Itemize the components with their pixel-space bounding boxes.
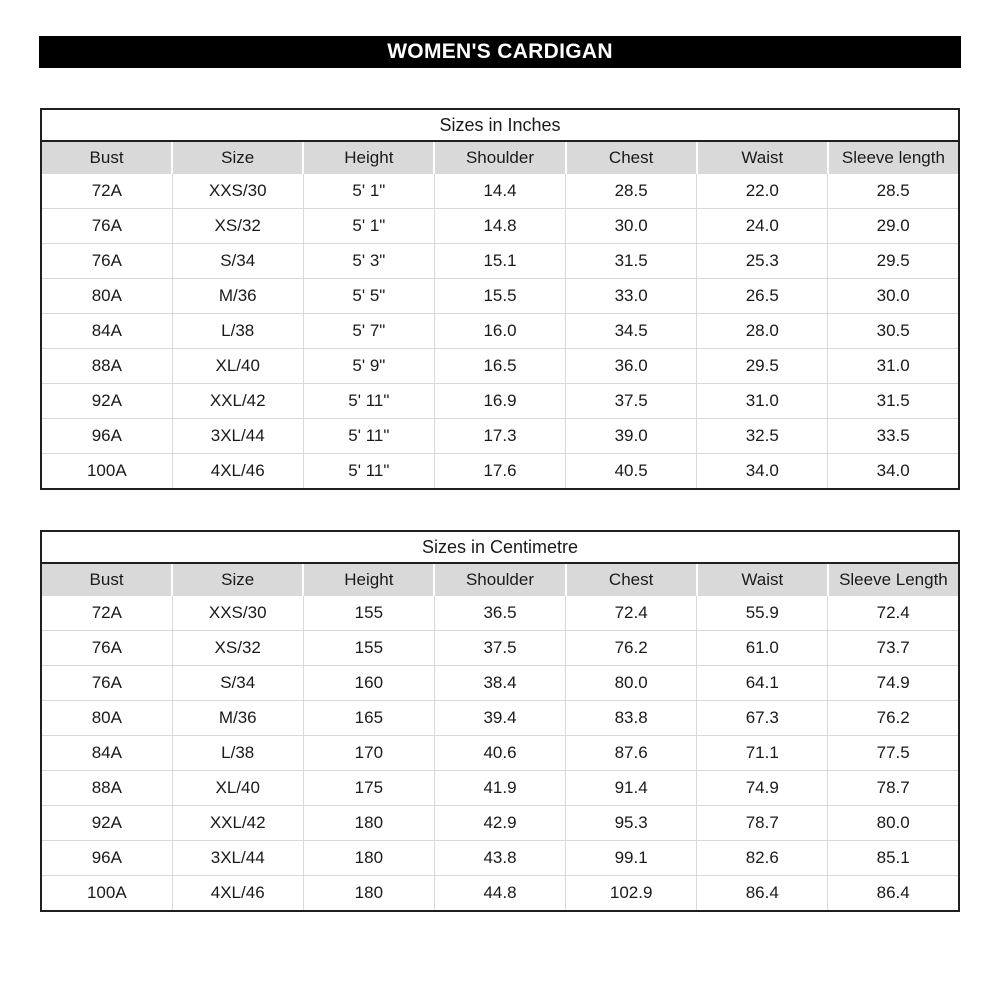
cell: 155	[303, 596, 434, 631]
table-row	[41, 419, 959, 454]
cell: 76.2	[566, 631, 697, 666]
cell: L/38	[172, 736, 303, 771]
cell: 36.0	[566, 349, 697, 384]
cell: XS/32	[172, 631, 303, 666]
cell: 34.0	[828, 454, 959, 490]
cell: 34.0	[697, 454, 828, 490]
cell: 64.1	[697, 666, 828, 701]
cell: 16.9	[434, 384, 565, 419]
cell: 31.5	[828, 384, 959, 419]
cell: 80.0	[566, 666, 697, 701]
cell: 41.9	[434, 771, 565, 806]
cell: XXL/42	[172, 384, 303, 419]
cell: 28.5	[828, 174, 959, 209]
cell: 16.0	[434, 314, 565, 349]
cell: 33.5	[828, 419, 959, 454]
page-title: WOMEN'S CARDIGAN	[387, 40, 613, 63]
cell: 74.9	[697, 771, 828, 806]
cell: 72A	[41, 174, 172, 209]
cell: 77.5	[828, 736, 959, 771]
cell: 31.0	[697, 384, 828, 419]
cell: XXS/30	[172, 174, 303, 209]
cell: 17.3	[434, 419, 565, 454]
cell: S/34	[172, 244, 303, 279]
cell: 43.8	[434, 841, 565, 876]
table-header-row	[41, 141, 959, 174]
cell: 42.9	[434, 806, 565, 841]
cell: 40.5	[566, 454, 697, 490]
cell: 22.0	[697, 174, 828, 209]
centimetre-size-table	[40, 530, 960, 912]
centimetre-size-table-body	[41, 531, 959, 911]
cell: 72.4	[828, 596, 959, 631]
cell: 3XL/44	[172, 419, 303, 454]
cell: 5' 11"	[303, 384, 434, 419]
table-row	[41, 596, 959, 631]
cell: 88A	[41, 771, 172, 806]
cell: 30.5	[828, 314, 959, 349]
cell: XL/40	[172, 771, 303, 806]
cell: 29.5	[828, 244, 959, 279]
cell: 29.0	[828, 209, 959, 244]
column-header: Size	[172, 563, 303, 596]
table-title-row	[41, 531, 959, 563]
column-header: Size	[172, 141, 303, 174]
cell: 92A	[41, 806, 172, 841]
cell: 4XL/46	[172, 454, 303, 490]
cell: 71.1	[697, 736, 828, 771]
cell: 28.0	[697, 314, 828, 349]
cell: 76A	[41, 244, 172, 279]
cell: 14.4	[434, 174, 565, 209]
cell: 76A	[41, 631, 172, 666]
column-header: Waist	[697, 141, 828, 174]
cell: 160	[303, 666, 434, 701]
cell: 4XL/46	[172, 876, 303, 912]
cell: 5' 3"	[303, 244, 434, 279]
cell: 31.0	[828, 349, 959, 384]
cell: 73.7	[828, 631, 959, 666]
cell: 3XL/44	[172, 841, 303, 876]
table-header-row	[41, 563, 959, 596]
cell: 24.0	[697, 209, 828, 244]
column-header: Chest	[566, 141, 697, 174]
cell: 92A	[41, 384, 172, 419]
cell: 15.5	[434, 279, 565, 314]
cell: 83.8	[566, 701, 697, 736]
cell: 29.5	[697, 349, 828, 384]
table-row	[41, 631, 959, 666]
cell: 32.5	[697, 419, 828, 454]
cell: 15.1	[434, 244, 565, 279]
cell: 16.5	[434, 349, 565, 384]
inches-size-table-body	[41, 109, 959, 489]
cell: 80A	[41, 701, 172, 736]
column-header: Bust	[41, 563, 172, 596]
table-row	[41, 771, 959, 806]
cell: 96A	[41, 419, 172, 454]
table-row	[41, 806, 959, 841]
table-row	[41, 349, 959, 384]
cell: 180	[303, 876, 434, 912]
table-row	[41, 244, 959, 279]
table-title: Sizes in Centimetre	[41, 531, 959, 563]
cell: XL/40	[172, 349, 303, 384]
table-row	[41, 174, 959, 209]
cell: 175	[303, 771, 434, 806]
cell: 37.5	[434, 631, 565, 666]
cell: XS/32	[172, 209, 303, 244]
cell: 80A	[41, 279, 172, 314]
cell: 86.4	[828, 876, 959, 912]
cell: 82.6	[697, 841, 828, 876]
column-header: Sleeve length	[828, 141, 959, 174]
cell: 76.2	[828, 701, 959, 736]
cell: 100A	[41, 876, 172, 912]
cell: 180	[303, 806, 434, 841]
cell: 165	[303, 701, 434, 736]
column-header: Height	[303, 563, 434, 596]
inches-size-table	[40, 108, 960, 490]
page-title-bar	[39, 36, 961, 68]
cell: 67.3	[697, 701, 828, 736]
cell: 28.5	[566, 174, 697, 209]
table-title: Sizes in Inches	[41, 109, 959, 141]
table-row	[41, 666, 959, 701]
column-header: Height	[303, 141, 434, 174]
table-row	[41, 279, 959, 314]
cell: 33.0	[566, 279, 697, 314]
cell: 87.6	[566, 736, 697, 771]
cell: 39.4	[434, 701, 565, 736]
cell: 80.0	[828, 806, 959, 841]
table-row	[41, 841, 959, 876]
cell: 25.3	[697, 244, 828, 279]
cell: 5' 1"	[303, 174, 434, 209]
cell: 95.3	[566, 806, 697, 841]
column-header: Chest	[566, 563, 697, 596]
cell: 96A	[41, 841, 172, 876]
cell: 86.4	[697, 876, 828, 912]
cell: 84A	[41, 736, 172, 771]
cell: 5' 1"	[303, 209, 434, 244]
cell: 38.4	[434, 666, 565, 701]
column-header: Waist	[697, 563, 828, 596]
cell: 76A	[41, 666, 172, 701]
column-header: Sleeve Length	[828, 563, 959, 596]
column-header: Shoulder	[434, 563, 565, 596]
cell: 155	[303, 631, 434, 666]
cell: XXL/42	[172, 806, 303, 841]
cell: 76A	[41, 209, 172, 244]
cell: 36.5	[434, 596, 565, 631]
cell: 61.0	[697, 631, 828, 666]
cell: 170	[303, 736, 434, 771]
cell: S/34	[172, 666, 303, 701]
cell: 91.4	[566, 771, 697, 806]
table-row	[41, 209, 959, 244]
cell: 30.0	[828, 279, 959, 314]
cell: 55.9	[697, 596, 828, 631]
cell: 72.4	[566, 596, 697, 631]
cell: 99.1	[566, 841, 697, 876]
cell: 5' 5"	[303, 279, 434, 314]
cell: 39.0	[566, 419, 697, 454]
cell: 5' 11"	[303, 454, 434, 490]
cell: 72A	[41, 596, 172, 631]
cell: 30.0	[566, 209, 697, 244]
cell: 78.7	[697, 806, 828, 841]
table-row	[41, 384, 959, 419]
cell: 17.6	[434, 454, 565, 490]
cell: 74.9	[828, 666, 959, 701]
table-row	[41, 736, 959, 771]
cell: 5' 7"	[303, 314, 434, 349]
table-row	[41, 876, 959, 912]
table-title-row	[41, 109, 959, 141]
cell: 84A	[41, 314, 172, 349]
cell: 34.5	[566, 314, 697, 349]
cell: 31.5	[566, 244, 697, 279]
cell: 37.5	[566, 384, 697, 419]
cell: 78.7	[828, 771, 959, 806]
cell: L/38	[172, 314, 303, 349]
column-header: Bust	[41, 141, 172, 174]
cell: 5' 11"	[303, 419, 434, 454]
cell: 5' 9"	[303, 349, 434, 384]
cell: 40.6	[434, 736, 565, 771]
cell: XXS/30	[172, 596, 303, 631]
column-header: Shoulder	[434, 141, 565, 174]
cell: 100A	[41, 454, 172, 490]
cell: M/36	[172, 701, 303, 736]
cell: 180	[303, 841, 434, 876]
cell: 85.1	[828, 841, 959, 876]
cell: 44.8	[434, 876, 565, 912]
cell: 102.9	[566, 876, 697, 912]
table-row	[41, 314, 959, 349]
cell: 26.5	[697, 279, 828, 314]
cell: 88A	[41, 349, 172, 384]
cell: 14.8	[434, 209, 565, 244]
cell: M/36	[172, 279, 303, 314]
table-row	[41, 454, 959, 490]
table-row	[41, 701, 959, 736]
